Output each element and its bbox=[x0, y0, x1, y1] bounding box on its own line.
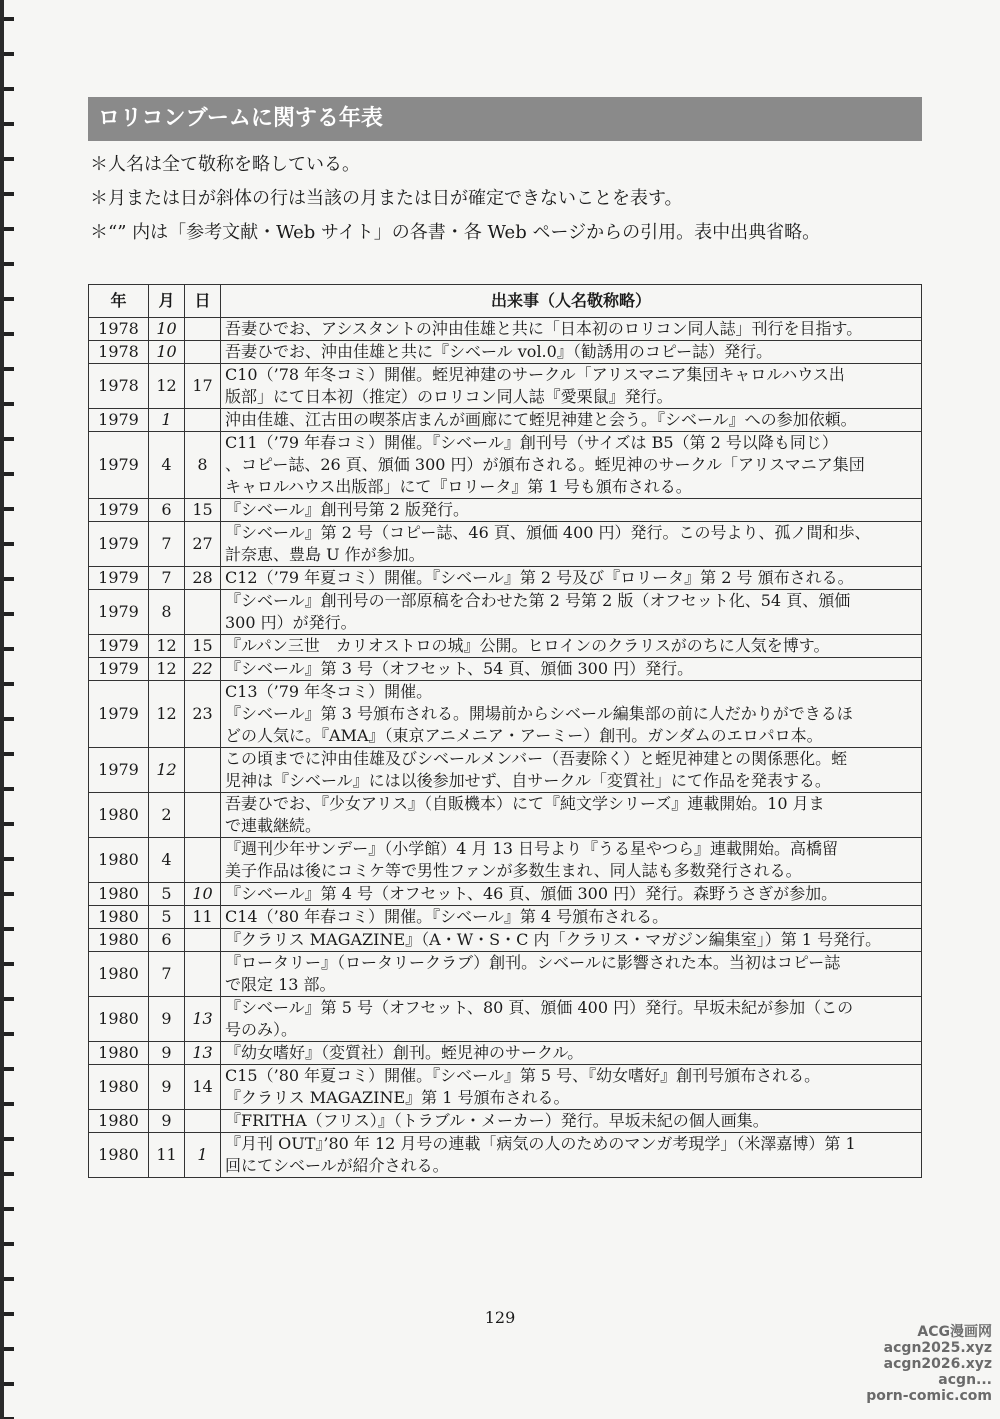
table-row bbox=[89, 567, 922, 590]
cell-year: 1979 bbox=[89, 499, 149, 522]
table-row bbox=[89, 1065, 922, 1110]
cell-month: 10 bbox=[149, 341, 185, 364]
cell-year: 1979 bbox=[89, 590, 149, 635]
cell-month: 11 bbox=[149, 1133, 185, 1178]
cell-day: 13 bbox=[185, 997, 221, 1042]
cell-day: 15 bbox=[185, 499, 221, 522]
cell-day: 14 bbox=[185, 1065, 221, 1110]
cell-month: 9 bbox=[149, 1110, 185, 1133]
cell-year: 1980 bbox=[89, 883, 149, 906]
cell-day bbox=[185, 1110, 221, 1133]
cell-year: 1979 bbox=[89, 635, 149, 658]
cell-month: 8 bbox=[149, 590, 185, 635]
table-row bbox=[89, 748, 922, 793]
cell-month: 4 bbox=[149, 838, 185, 883]
cell-day: 27 bbox=[185, 522, 221, 567]
column-header-day: 日 bbox=[185, 285, 221, 318]
table-row bbox=[89, 681, 922, 748]
cell-year: 1978 bbox=[89, 318, 149, 341]
cell-month: 2 bbox=[149, 793, 185, 838]
watermark-line: acgn... bbox=[938, 1372, 992, 1388]
table-row bbox=[89, 793, 922, 838]
cell-event: 『シベール』第 4 号（オフセット、46 頁、頒価 300 円）発行。森野うさぎが参加。 bbox=[221, 883, 922, 906]
note-line: ＊月または日が斜体の行は当該の月または日が確定できないことを表す。 bbox=[90, 188, 683, 209]
watermark-line: acgn2025.xyz bbox=[883, 1340, 992, 1356]
cell-year: 1980 bbox=[89, 952, 149, 997]
cell-event: 吾妻ひでお、沖由佳雄と共に『シベール vol.0』（勧誘用のコピー誌）発行。 bbox=[221, 341, 922, 364]
notes bbox=[90, 148, 930, 250]
cell-month: 5 bbox=[149, 883, 185, 906]
spiral-binding bbox=[0, 0, 14, 1419]
cell-month: 12 bbox=[149, 364, 185, 409]
cell-event: この頃までに沖由佳雄及びシベールメンバー（吾妻除く）と蛭児神建との関係悪化。蛭 児神は『シベール』には以後参加せず、自サークル「変質社」にて作品を発表する。 bbox=[221, 748, 922, 793]
cell-month: 12 bbox=[149, 658, 185, 681]
cell-month: 6 bbox=[149, 929, 185, 952]
table-row bbox=[89, 883, 922, 906]
cell-day: 17 bbox=[185, 364, 221, 409]
table-row bbox=[89, 906, 922, 929]
table-row bbox=[89, 929, 922, 952]
cell-year: 1979 bbox=[89, 567, 149, 590]
cell-month: 12 bbox=[149, 635, 185, 658]
cell-day: 15 bbox=[185, 635, 221, 658]
cell-event: 『シベール』第 2 号（コピー誌、46 頁、頒価 400 円）発行。この号より、孤ノ間和歩、 計奈恵、豊島 U 作が参加。 bbox=[221, 522, 922, 567]
cell-day bbox=[185, 952, 221, 997]
table-row bbox=[89, 409, 922, 432]
table-row bbox=[89, 658, 922, 681]
cell-event: 『ロータリー』（ロータリークラブ）創刊。シベールに影響された本。当初はコピー誌 で限定 13 部。 bbox=[221, 952, 922, 997]
cell-month: 7 bbox=[149, 952, 185, 997]
cell-year: 1979 bbox=[89, 522, 149, 567]
cell-event: 『週刊少年サンデー』（小学館）4 月 13 日号より『うる星やつら』連載開始。高橋留 美子作品は後にコミケ等で男性ファンが多数生まれ、同人誌も多数発行される。 bbox=[221, 838, 922, 883]
cell-day bbox=[185, 409, 221, 432]
cell-day bbox=[185, 590, 221, 635]
table-row bbox=[89, 997, 922, 1042]
cell-day bbox=[185, 929, 221, 952]
table-row bbox=[89, 1042, 922, 1065]
table-row bbox=[89, 499, 922, 522]
cell-event: 『シベール』創刊号第 2 版発行。 bbox=[221, 499, 922, 522]
page-number: 129 bbox=[484, 1308, 516, 1327]
cell-event: 吾妻ひでお、アシスタントの沖由佳雄と共に「日本初のロリコン同人誌」刊行を目指す。 bbox=[221, 318, 922, 341]
table-header-row bbox=[89, 285, 922, 318]
cell-event: C12（’79 年夏コミ）開催。『シベール』第 2 号及び『ロリータ』第 2 号 頒布される。 bbox=[221, 567, 922, 590]
table-row bbox=[89, 635, 922, 658]
column-header-month: 月 bbox=[149, 285, 185, 318]
timeline-table bbox=[88, 284, 922, 1178]
cell-day bbox=[185, 793, 221, 838]
cell-year: 1980 bbox=[89, 929, 149, 952]
cell-day bbox=[185, 748, 221, 793]
table-row bbox=[89, 590, 922, 635]
table-row bbox=[89, 432, 922, 499]
cell-month: 7 bbox=[149, 522, 185, 567]
cell-month: 12 bbox=[149, 748, 185, 793]
cell-event: 『シベール』第 5 号（オフセット、80 頁、頒価 400 円）発行。早坂未紀が参加（この 号のみ）。 bbox=[221, 997, 922, 1042]
cell-event: 『クラリス MAGAZINE』（A・W・S・C 内「クラリス・マガジン編集室」）第 1 号発行。 bbox=[221, 929, 922, 952]
cell-day: 22 bbox=[185, 658, 221, 681]
cell-month: 9 bbox=[149, 1065, 185, 1110]
cell-event: 『シベール』創刊号の一部原稿を合わせた第 2 号第 2 版（オフセット化、54 頁、頒価 300 円）が発行。 bbox=[221, 590, 922, 635]
cell-day bbox=[185, 838, 221, 883]
cell-event: 『シベール』第 3 号（オフセット、54 頁、頒価 300 円）発行。 bbox=[221, 658, 922, 681]
timeline-body bbox=[89, 318, 922, 1178]
table-row bbox=[89, 1133, 922, 1178]
cell-day: 28 bbox=[185, 567, 221, 590]
cell-year: 1980 bbox=[89, 838, 149, 883]
cell-month: 4 bbox=[149, 432, 185, 499]
cell-year: 1980 bbox=[89, 1042, 149, 1065]
cell-event: C13（’79 年冬コミ）開催。 『シベール』第 3 号頒布される。開場前からシベール編集部の前に人だかりができるほ どの人気に。『AMA』（東京アニメニア・アーミー）創刊。ガンダムのエロパロ本。 bbox=[221, 681, 922, 748]
cell-month: 12 bbox=[149, 681, 185, 748]
table-row bbox=[89, 522, 922, 567]
cell-day bbox=[185, 341, 221, 364]
cell-year: 1979 bbox=[89, 748, 149, 793]
watermark-line: ACG漫画网 bbox=[917, 1324, 992, 1340]
table-row bbox=[89, 1110, 922, 1133]
watermark bbox=[856, 1324, 992, 1410]
cell-month: 9 bbox=[149, 1042, 185, 1065]
cell-month: 6 bbox=[149, 499, 185, 522]
cell-year: 1979 bbox=[89, 409, 149, 432]
cell-event: 『幼女嗜好』（変質社）創刊。蛭児神のサークル。 bbox=[221, 1042, 922, 1065]
table-row bbox=[89, 318, 922, 341]
cell-day: 23 bbox=[185, 681, 221, 748]
cell-year: 1979 bbox=[89, 432, 149, 499]
cell-month: 5 bbox=[149, 906, 185, 929]
table-row bbox=[89, 341, 922, 364]
table-row bbox=[89, 364, 922, 409]
watermark-line: acgn2026.xyz bbox=[883, 1356, 992, 1372]
cell-month: 7 bbox=[149, 567, 185, 590]
cell-month: 9 bbox=[149, 997, 185, 1042]
cell-event: C15（’80 年夏コミ）開催。『シベール』第 5 号、『幼女嗜好』創刊号頒布される。 『クラリス MAGAZINE』第 1 号頒布される。 bbox=[221, 1065, 922, 1110]
cell-year: 1980 bbox=[89, 906, 149, 929]
table-row bbox=[89, 838, 922, 883]
cell-day: 13 bbox=[185, 1042, 221, 1065]
cell-event: 『ルパン三世 カリオストロの城』公開。ヒロインのクラリスがのちに人気を博す。 bbox=[221, 635, 922, 658]
cell-year: 1980 bbox=[89, 793, 149, 838]
table-row bbox=[89, 952, 922, 997]
cell-day: 10 bbox=[185, 883, 221, 906]
cell-day: 8 bbox=[185, 432, 221, 499]
cell-day: 11 bbox=[185, 906, 221, 929]
watermark-line: porn-comic.com bbox=[866, 1388, 992, 1404]
cell-event: 沖由佳雄、江古田の喫茶店まんが画廊にて蛭児神建と会う。『シベール』への参加依頼。 bbox=[221, 409, 922, 432]
cell-day bbox=[185, 318, 221, 341]
cell-event: 吾妻ひでお、『少女アリス』（自販機本）にて『純文学シリーズ』連載開始。10 月ま で連載継続。 bbox=[221, 793, 922, 838]
cell-year: 1980 bbox=[89, 1065, 149, 1110]
cell-event: C11（’79 年春コミ）開催。『シベール』創刊号（サイズは B5（第 2 号以降も同じ） 、コピー誌、26 頁、頒価 300 円）が頒布される。蛭児神のサークル「アリスマニア集団 キャロルハウス出版部」にて『ロリータ』第 1 号も頒布される。 bbox=[221, 432, 922, 499]
cell-year: 1979 bbox=[89, 681, 149, 748]
cell-day: 1 bbox=[185, 1133, 221, 1178]
cell-event: 『FRITHA（フリス）』（トラブル・メーカー）発行。早坂未紀の個人画集。 bbox=[221, 1110, 922, 1133]
cell-event: C14（’80 年春コミ）開催。『シベール』第 4 号頒布される。 bbox=[221, 906, 922, 929]
cell-event: 『月刊 OUT』’80 年 12 月号の連載「病気の人のためのマンガ考現学」（米澤嘉博）第 1 回にてシベールが紹介される。 bbox=[221, 1133, 922, 1178]
cell-event: C10（’78 年冬コミ）開催。蛭児神建のサークル「アリスマニア集団キャロルハウス出 版部」にて日本初（推定）のロリコン同人誌『愛栗鼠』発行。 bbox=[221, 364, 922, 409]
note-line: ＊“” 内は「参考文献・Web サイト」の各書・各 Web ページからの引用。表中出典省略。 bbox=[90, 222, 821, 243]
cell-month: 10 bbox=[149, 318, 185, 341]
cell-year: 1980 bbox=[89, 1133, 149, 1178]
column-header-year: 年 bbox=[89, 285, 149, 318]
cell-month: 1 bbox=[149, 409, 185, 432]
page-title: ロリコンブームに関する年表 bbox=[88, 97, 922, 141]
cell-year: 1978 bbox=[89, 364, 149, 409]
note-line: ＊人名は全て敬称を略している。 bbox=[90, 154, 360, 175]
cell-year: 1980 bbox=[89, 997, 149, 1042]
column-header-event: 出来事（人名敬称略） bbox=[221, 285, 922, 318]
cell-year: 1978 bbox=[89, 341, 149, 364]
cell-year: 1979 bbox=[89, 658, 149, 681]
cell-year: 1980 bbox=[89, 1110, 149, 1133]
